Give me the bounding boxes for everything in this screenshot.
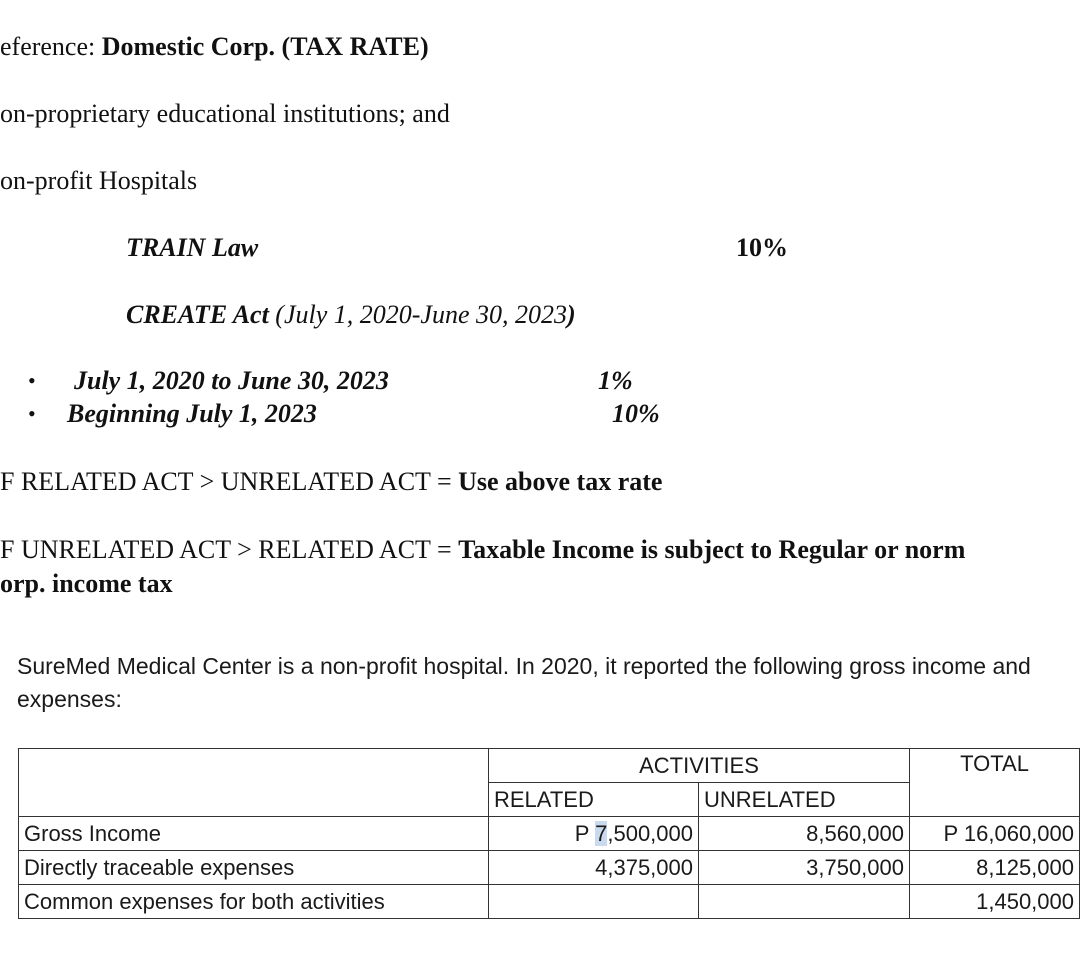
- create-act-period: (July 1, 2020-June 30, 2023: [268, 300, 567, 329]
- total-value: 1,450,000: [910, 885, 1080, 919]
- row-label: Gross Income: [19, 817, 489, 851]
- train-law-rate: 10%: [736, 233, 788, 262]
- related-value-rest: ,500,000: [607, 820, 693, 846]
- rule-unrelated-result-cont: orp. income tax: [0, 569, 173, 598]
- unrelated-value: 3,750,000: [699, 851, 910, 885]
- activities-header: ACTIVITIES: [489, 749, 910, 783]
- table-row: [19, 885, 1080, 919]
- rule-related-result: Use above tax rate: [458, 467, 663, 496]
- table-row: [19, 817, 1080, 851]
- text-selection-highlight: 7: [595, 820, 608, 846]
- train-law-label: TRAIN Law: [126, 233, 259, 262]
- total-value: P 16,060,000: [910, 817, 1080, 851]
- bullet-icon: •: [28, 368, 36, 393]
- table-header-row: [19, 749, 1080, 783]
- reference-line: [0, 32, 429, 62]
- rule-unrelated: [0, 535, 965, 565]
- related-value: 4,375,000: [489, 851, 699, 885]
- create-act-label: CREATE Act: [126, 300, 269, 329]
- create-act-line: [126, 300, 576, 330]
- rule-related: [0, 467, 662, 497]
- total-value: 8,125,000: [910, 851, 1080, 885]
- reference-label: eference:: [0, 32, 102, 61]
- total-header: TOTAL: [910, 749, 1080, 817]
- rule-unrelated-result: Taxable Income is subject to Regular or norm: [458, 535, 966, 564]
- row-label: Common expenses for both activities: [19, 885, 489, 919]
- row-label: Directly traceable expenses: [19, 851, 489, 885]
- unrelated-value: [699, 885, 910, 919]
- reference-title: Domestic Corp. (TAX RATE): [101, 32, 429, 61]
- related-header: RELATED: [489, 783, 699, 817]
- entity-educational: on-proprietary educational institutions; and: [0, 99, 450, 128]
- related-value: [489, 817, 699, 851]
- related-value-prefix: P: [574, 820, 596, 846]
- unrelated-value: 8,560,000: [699, 817, 910, 851]
- bullet-icon: •: [28, 401, 36, 426]
- rule-unrelated-condition: F UNRELATED ACT > RELATED ACT =: [0, 535, 459, 564]
- table-corner-cell: [19, 749, 489, 817]
- bullet-beginning-label: Beginning July 1, 2023: [67, 399, 317, 428]
- financial-table: [18, 748, 1080, 919]
- bullet-beginning-rate: 10%: [612, 399, 660, 428]
- related-value: [489, 885, 699, 919]
- rule-related-condition: F RELATED ACT > UNRELATED ACT =: [0, 467, 459, 496]
- table-row: [19, 851, 1080, 885]
- bullet-period-label: July 1, 2020 to June 30, 2023: [74, 366, 389, 395]
- unrelated-header: UNRELATED: [699, 783, 910, 817]
- entity-hospitals: on-profit Hospitals: [0, 166, 198, 195]
- create-act-close: ): [567, 300, 576, 329]
- problem-statement: SureMed Medical Center is a non-profit hospital. In 2020, it reported the following gross income and expenses:: [17, 653, 1031, 712]
- bullet-period-rate: 1%: [598, 366, 633, 395]
